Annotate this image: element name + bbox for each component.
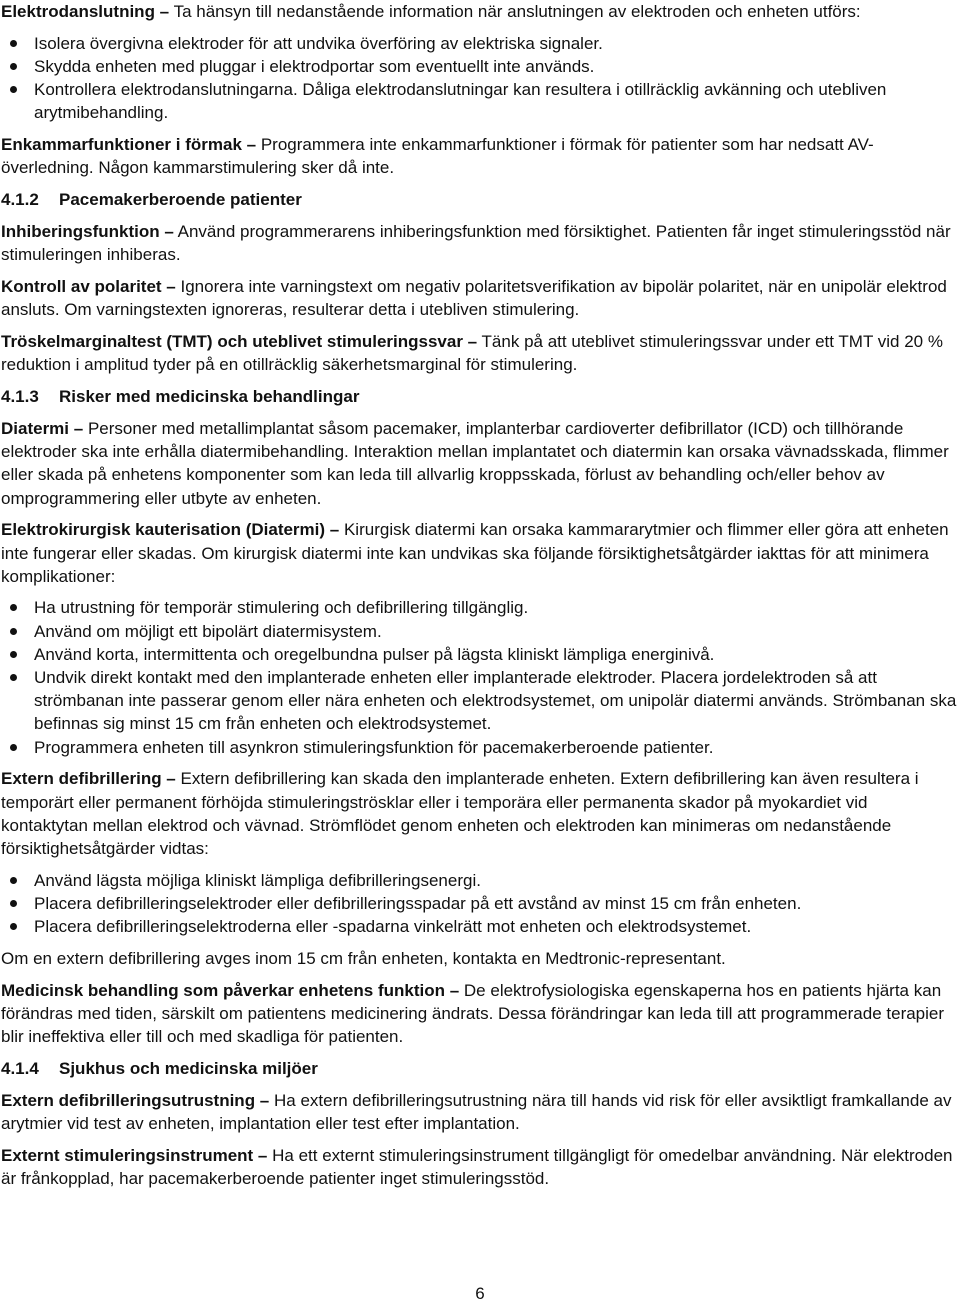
paragraph-text: Om en extern defibrillering avges inom 15 cm från enheten, kontakta en Medtronic-representant. [1,948,726,968]
paragraph-external-pacer [1,1144,959,1190]
paragraph-defibrillation-equipment [1,1089,959,1135]
paragraph-lead: Medicinsk behandling som påverkar enhetens funktion – [1,980,460,1000]
paragraph-lead: Kontroll av polaritet – [1,277,176,297]
list-item: Använd lägsta möjliga kliniskt lämpliga defibrilleringsenergi. [1,869,959,892]
paragraph-text: Använd programmerarens inhiberingsfunktion med försiktighet. Patienten får inget stimuleringsstöd när stimuleringen inhiberas. [1,222,951,265]
list-item: Använd korta, intermittenta och oregelbundna pulser på lägsta kliniskt lämpliga energinivå. [1,643,959,666]
paragraph-lead: Elektrokirurgisk kauterisation (Diatermi) – [1,520,340,540]
list-item: Skydda enheten med pluggar i elektrodportar som eventuellt inte används. [1,55,959,78]
paragraph-lead: Extern defibrilleringsutrustning – [1,1090,270,1110]
paragraph-text: Personer med metallimplantat såsom pacemaker, implanterbar cardioverter defibrillator (ICD) och tillhörande elektroder ska inte erhålla diatermibehandling. Interaktion mellan implantatet och diatermin kan orsaka vävnadsskada, flimmer eller skada på enhetens komponenter som kan leda till allvarlig kroppsskada, förlust av behandling och/eller behov av omprogrammering eller utbyte av enheten. [1,419,949,508]
list-item: Placera defibrilleringselektroder eller defibrilleringsspadar på ett avstånd av minst 15 cm från enheten. [1,892,959,915]
section-title: Sjukhus och medicinska miljöer [59,1058,318,1078]
paragraph-single-chamber [1,133,959,179]
paragraph-text: Extern defibrillering kan skada den implanterade enheten. Extern defibrillering kan även resultera i temporärt eller permanent förhöjda stimuleringströsklar eller i temporära eller permanenta skador på myokardiet vid kontaktytan mellan elektrod och vävnad. Strömflödet genom enheten och elektroden kan minimeras om nedanstående försiktighetsåtgärder vidtas: [1,769,919,858]
paragraph-lead: Elektrodanslutning – [1,2,170,21]
section-heading-4-1-2 [1,188,959,211]
page-number: 6 [475,1284,485,1303]
paragraph-text: Programmera inte enkammarfunktioner i förmak för patienter som har nedsatt AV-överledning. Någon kammarstimulering sker då inte. [1,135,874,178]
section-number: 4.1.2 [1,189,39,209]
bullet-list-external-defibrillation [1,869,959,939]
paragraph-lead: Tröskelmarginaltest (TMT) och uteblivet stimuleringssvar – [1,331,478,351]
section-number: 4.1.3 [1,386,39,406]
paragraph-tmt [1,330,959,376]
bullet-list-electrode [1,32,959,125]
paragraph-text: Ha ett externt stimuleringsinstrument tillgängligt för omedelbar användning. När elektroden är frånkopplad, har pacemakerberoende patienter inget stimuleringsstöd. [1,1145,953,1188]
section-heading-4-1-3 [1,385,959,408]
list-item: Undvik direkt kontakt med den implanterade enheten eller implanterade elektroder. Placera jordelektroden så att strömbanan inte passerar genom eller nära enheten och elektrodsystemet, om unipolär diatermi används. Strömbanan ska befinnas sig minst 15 cm från enheten och elektrodsystemet. [1,666,959,736]
section-title: Pacemakerberoende patienter [59,189,302,209]
section-number: 4.1.4 [1,1058,39,1078]
list-item: Ha utrustning för temporär stimulering och defibrillering tillgänglig. [1,596,959,619]
paragraph-external-defibrillation [1,767,959,860]
list-item: Isolera övergivna elektroder för att undvika överföring av elektriska signaler. [1,32,959,55]
paragraph-electrode-connection [1,0,959,23]
paragraph-diathermy [1,417,959,510]
list-item: Programmera enheten till asynkron stimuleringsfunktion för pacemakerberoende patienter. [1,736,959,759]
section-heading-4-1-4 [1,1057,959,1080]
paragraph-inhibit [1,220,959,266]
paragraph-lead: Enkammarfunktioner i förmak – [1,135,257,155]
list-item: Placera defibrilleringselektroderna eller -spadarna vinkelrätt mot enheten och elektrodsystemet. [1,915,959,938]
paragraph-lead: Externt stimuleringsinstrument – [1,1145,268,1165]
paragraph-text: De elektrofysiologiska egenskaperna hos en patients hjärta kan förändras med tiden, särskilt om patientens medicinering ändrats. Dessa förändringar kan leda till att programmerade terapier blir ineffektiva eller till och med skadliga för patienten. [1,980,945,1046]
paragraph-electrosurgery [1,518,959,588]
paragraph-medication [1,979,959,1049]
paragraph-lead: Inhiberingsfunktion – [1,222,174,242]
paragraph-text: Tänk på att uteblivet stimuleringssvar under ett TMT vid 20 % reduktion i amplitud tyder på en otillräcklig säkerhetsmarginal för stimulering. [1,331,943,375]
paragraph-text: Ha extern defibrilleringsutrustning nära till hands vid risk för eller avsiktligt framkallande av arytmier vid test av enheten, implantation eller test efter implantation. [1,1090,952,1134]
section-title: Risker med medicinska behandlingar [59,386,360,406]
paragraph-lead: Diatermi – [1,419,84,439]
bullet-list-electrosurgery [1,596,959,758]
paragraph-text: Kirurgisk diatermi kan orsaka kammararytmier och flimmer eller göra att enheten inte fungerar eller skadas. Om kirurgisk diatermi inte kan undvikas ska följande försiktighetsåtgärder iakttas för att minimera komplikationer: [1,520,949,586]
paragraph-defibrillation-note [1,947,959,970]
paragraph-text: Ignorera inte varningstext om negativ polaritetsverifikation av bipolär polaritet, när en unipolär elektrod ansluts. Om varningstexten ignoreras, resulterar detta i utebliven stimulering. [1,277,947,320]
list-item: Kontrollera elektrodanslutningarna. Dåliga elektrodanslutningar kan resultera i otillräcklig avkänning och utebliven arytmibehandling. [1,78,959,124]
list-item: Använd om möjligt ett bipolärt diatermisystem. [1,620,959,643]
paragraph-lead: Extern defibrillering – [1,769,176,789]
paragraph-polarity [1,275,959,321]
paragraph-text: Ta hänsyn till nedanstående information när anslutningen av elektroden och enheten utförs: [173,2,861,21]
